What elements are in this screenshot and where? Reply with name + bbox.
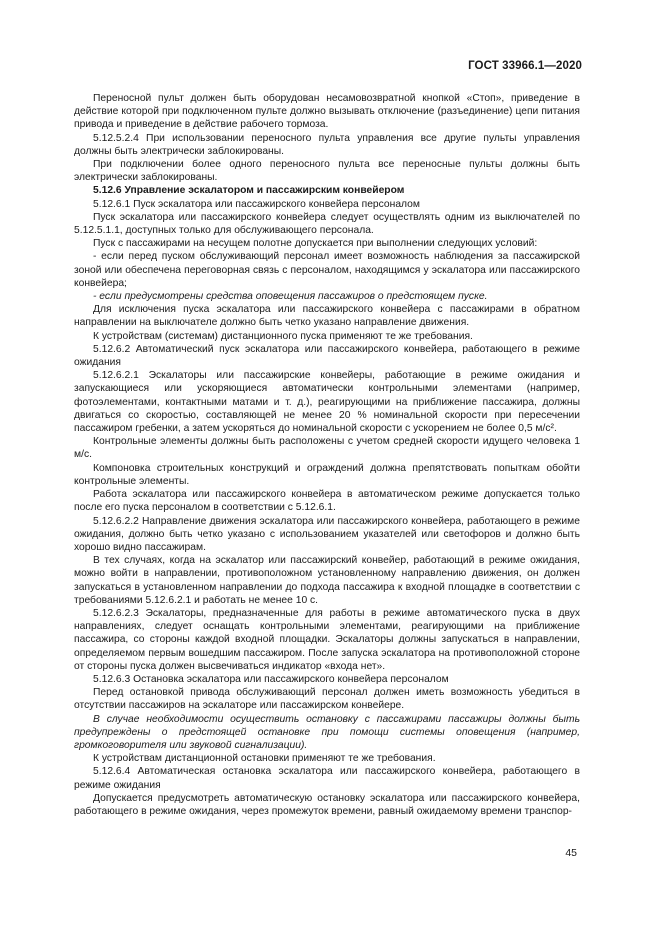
paragraph: Переносной пульт должен быть оборудован несамовозвратной кнопкой «Стоп», приведение в действие которой при подключенном пульте должно вызывать отключение (разъединение) цепи питания привода и приведение в действие рабочего тормоза. xyxy=(74,93,580,131)
paragraph: Для исключения пуска эскалатора или пассажирского конвейера с пассажирами в обратном направлении на выключателе должно быть четко указано направление движения. xyxy=(74,304,580,329)
paragraph: В тех случаях, когда на эскалатор или пассажирский конвейер, работающий в режиме ожидания, можно войти в направлении, противоположном установленному направлению движения, он должен запускаться в установленном направлении до подхода пассажира к входной площадке в соответствии с требованиями 5.12.6.2.1 и работать не менее 10 с. xyxy=(74,555,580,606)
paragraph: Компоновка строительных конструкций и ограждений должна препятствовать попыткам обойти контрольные элементы. xyxy=(74,462,580,487)
paragraph: Допускается предусмотреть автоматическую остановку эскалатора или пассажирского конвейера, работающего в режиме ожидания, через промежуток времени, равный ожидаемому времени транспор- xyxy=(74,792,580,817)
standard-header: ГОСТ 33966.1—2020 xyxy=(468,60,582,72)
paragraph: Пуск с пассажирами на несущем полотне допускается при выполнении следующих условий: xyxy=(93,238,538,250)
paragraph: - если перед пуском обслуживающий персонал имеет возможность наблюдения за пассажирской зоной или обеспечена переговорная связь с персоналом, находящимся у эскалатора или пассажирского конвейера; xyxy=(74,251,580,289)
paragraph: Перед остановкой привода обслуживающий персонал должен иметь возможность убедиться в отсутствии пассажиров на эскалаторе или пассажирском конвейере. xyxy=(74,687,580,712)
paragraph: Работа эскалатора или пассажирского конвейера в автоматическом режиме допускается только после его пуска персоналом в соответствии с 5.12.6.1. xyxy=(74,489,580,514)
paragraph: При подключении более одного переносного пульта все переносные пульты должны быть электрически заблокированы. xyxy=(74,159,580,184)
paragraph: 5.12.6.3 Остановка эскалатора или пассажирского конвейера персоналом xyxy=(93,673,449,685)
paragraph: Контрольные элементы должны быть расположены с учетом средней скорости идущего человека 1 м/с. xyxy=(74,436,580,461)
paragraph: 5.12.6.2 Автоматический пуск эскалатора или пассажирского конвейера, работающего в режиме ожидания xyxy=(74,343,580,369)
paragraph: Пуск эскалатора или пассажирского конвейера следует осуществлять одним из выключателей по 5.12.5.1.1, доступных только для обслуживающего персонала. xyxy=(74,211,580,237)
paragraph: 5.12.6.1 Пуск эскалатора или пассажирского конвейера персоналом xyxy=(93,198,420,210)
paragraph: 5.12.6.2.1 Эскалаторы или пассажирские конвейеры, работающие в режиме ожидания и запускающиеся или ускоряющиеся автоматически контрольными элементами (например, фотоэлементами, контактными матами и т. д.), реагирующими на приближение пассажира, должны двигаться со скоростью, составляющей не менее 20 % номинальной скорости при пересечении пассажиром гребенки, а затем ускоряться до номинальной скорости с ускорением не более 0,5 м/с². xyxy=(74,370,580,435)
document-body xyxy=(74,92,580,818)
paragraph: 5.12.6.2.2 Направление движения эскалатора или пассажирского конвейера, работающего в режиме ожидания, должно быть четко указано с использованием указателей или светофоров и должно быть хорошо видно пассажирам. xyxy=(74,515,580,553)
paragraph: 5.12.6 Управление эскалатором и пассажирским конвейером xyxy=(93,185,405,197)
paragraph: 5.12.6.4 Автоматическая остановка эскалатора или пассажирского конвейера, работающего в режиме ожидания xyxy=(74,766,580,791)
paragraph: В случае необходимости осуществить остановку с пассажирами пассажиры должны быть предупреждены о предстоящей остановке при помощи системы оповещения (например, громкоговорителя или звуковой сигнализации). xyxy=(74,713,580,751)
page-number: 45 xyxy=(565,847,577,859)
paragraph: - если предусмотрены средства оповещения пассажиров о предстоящем пуске. xyxy=(93,291,488,303)
paragraph: К устройствам (системам) дистанционного пуска применяют те же требования. xyxy=(93,330,473,342)
paragraph: 5.12.5.2.4 При использовании переносного пульта управления все другие пульты управления должны быть электрически заблокированы. xyxy=(74,132,580,157)
paragraph: 5.12.6.2.3 Эскалаторы, предназначенные для работы в режиме автоматического пуска в двух направлениях, следует оснащать контрольными элементами, реагирующими на приближение пассажира, со стороны каждой входной площадки. Эскалаторы должны запускаться в направлении, определяемом первым вошедшим пассажиром. После запуска эскалатора на противоположной стороне от стороны пуска должен высвечиваться индикатор «входа нет». xyxy=(74,607,580,672)
paragraph: К устройствам дистанционной остановки применяют те же требования. xyxy=(93,753,436,765)
